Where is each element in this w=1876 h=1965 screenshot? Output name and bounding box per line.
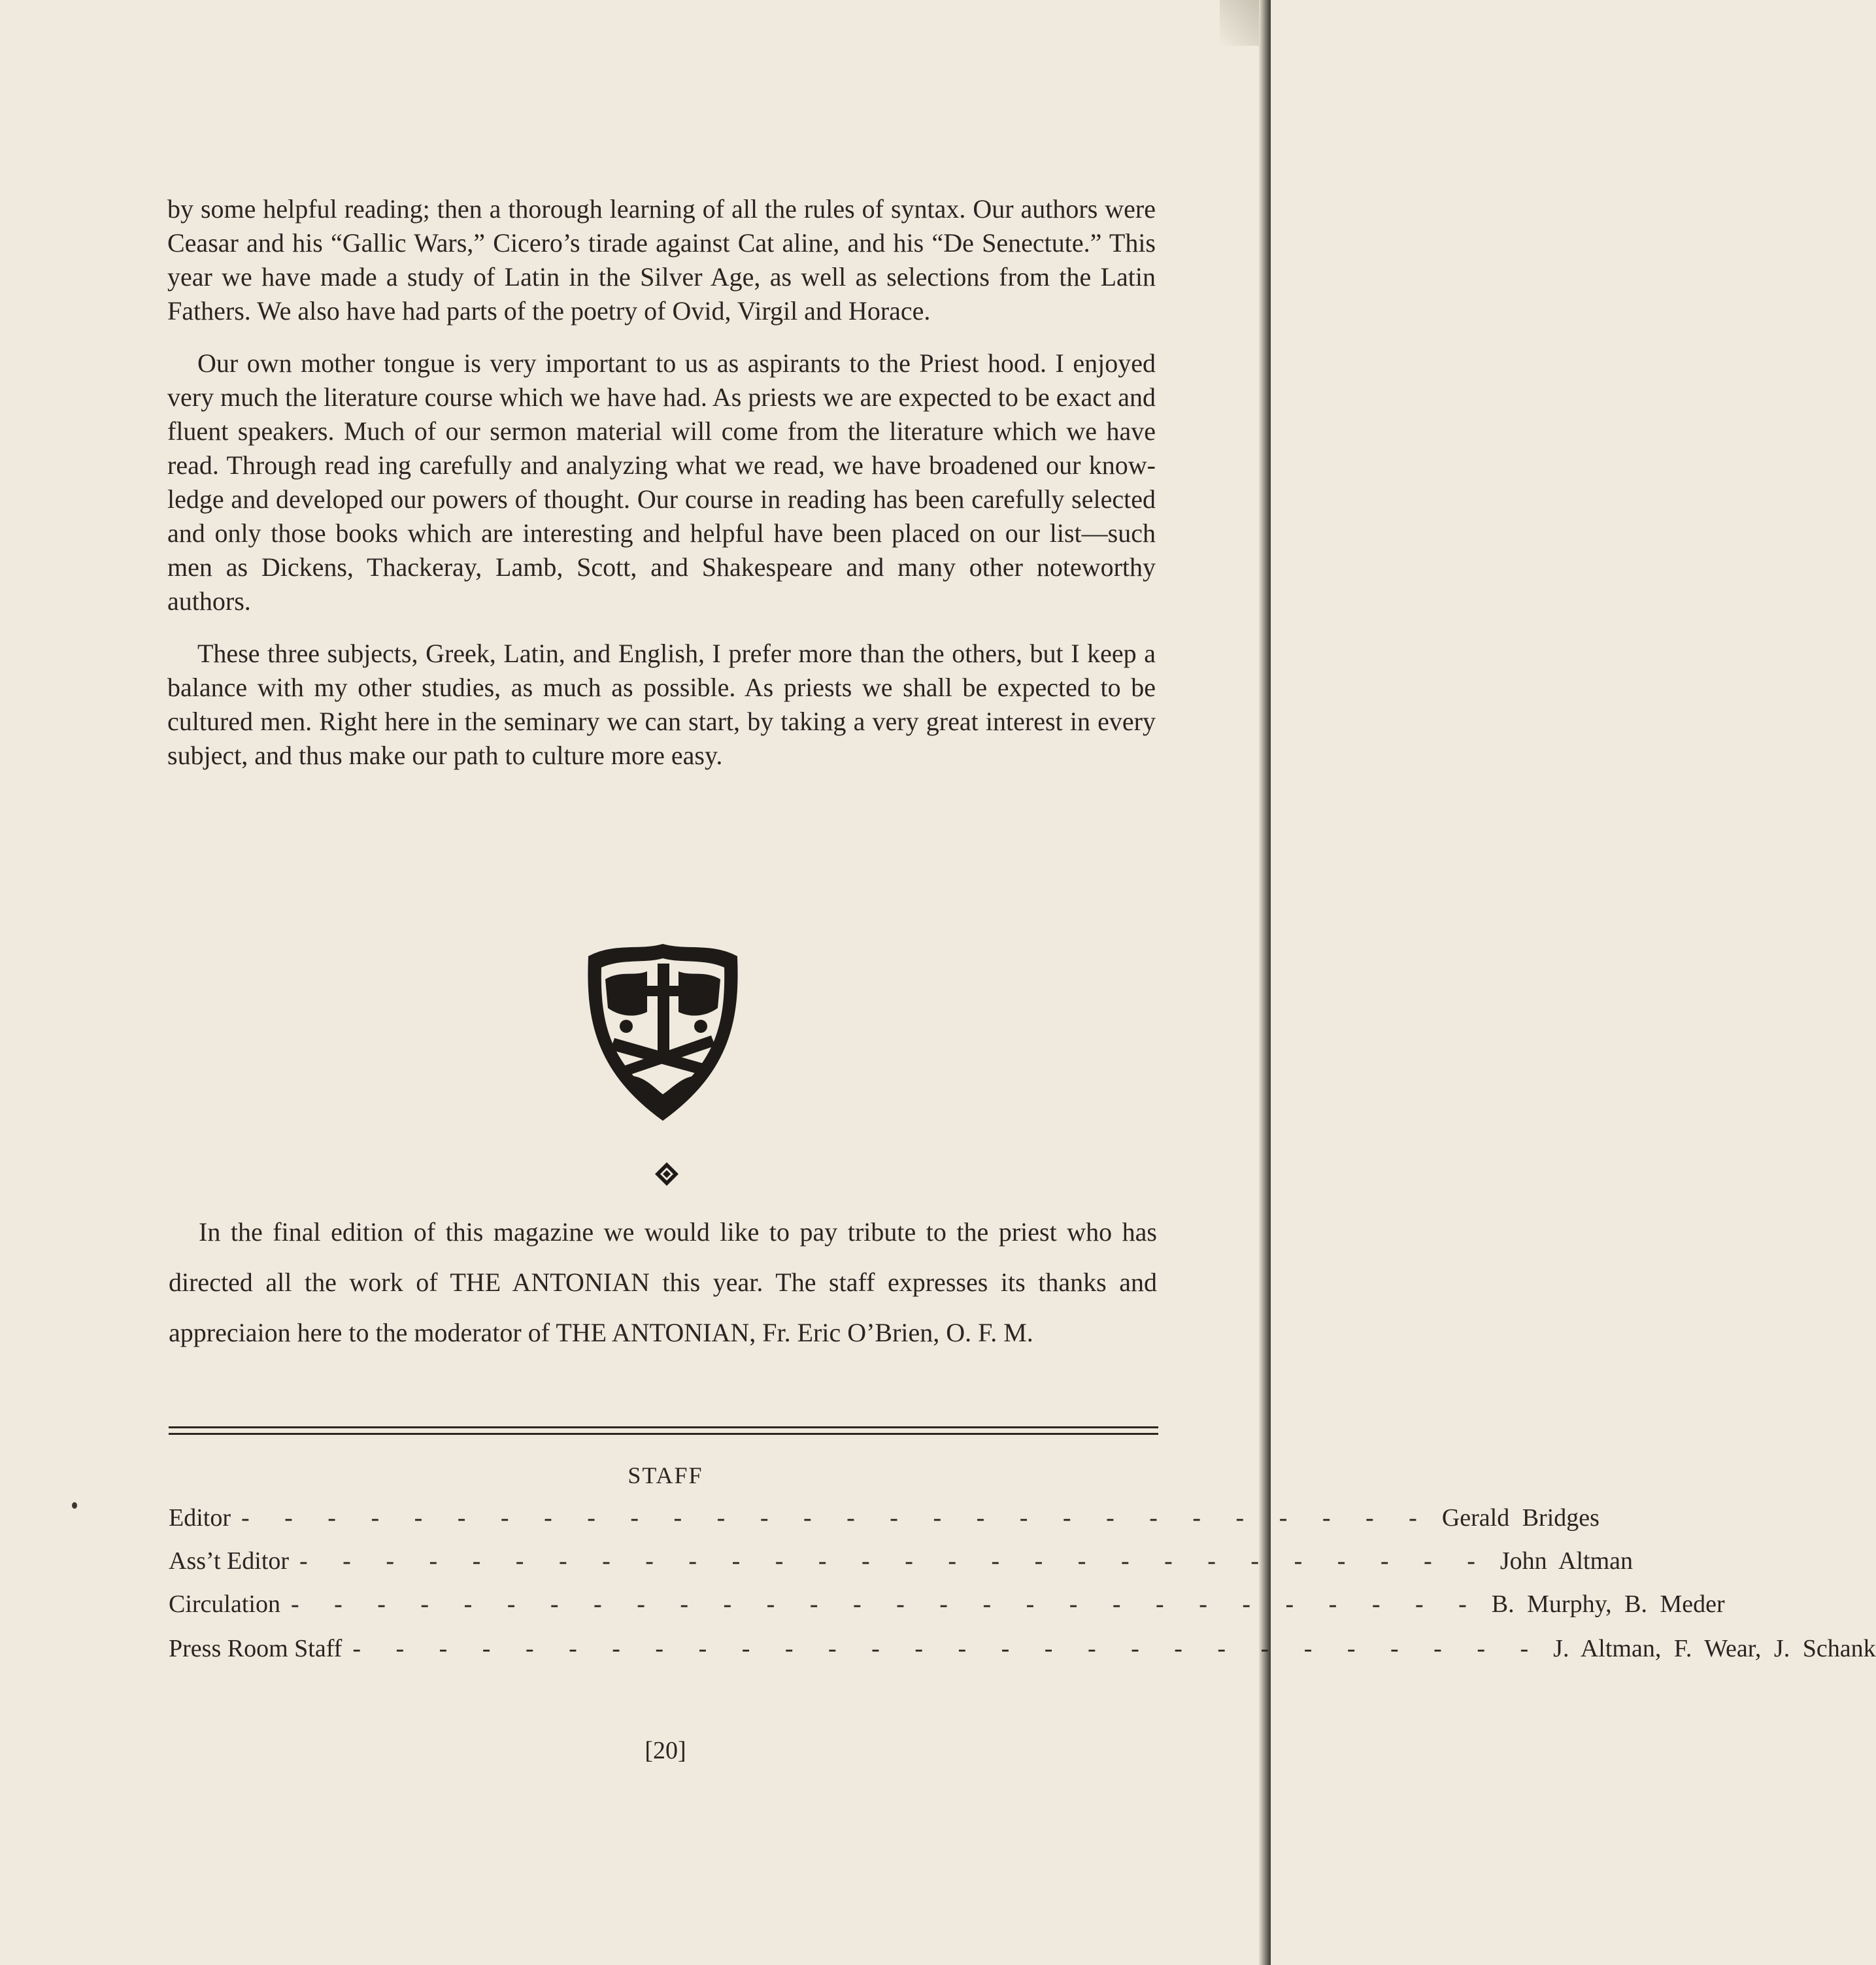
article-body xyxy=(167,192,1156,791)
staff-row-press-room xyxy=(169,1634,1876,1673)
staff-role: Editor xyxy=(169,1504,231,1532)
staff-heading: STAFF xyxy=(628,1462,703,1488)
page-corner-shadow xyxy=(1220,0,1259,46)
staff-role: Circulation xyxy=(169,1590,280,1618)
paragraph-latin: by some helpful reading; then a thorough learning of all the rules of syntax. Our authors were Ceasar and his “Gallic Wars,” Cicero’s tirade against Cat aline, and his “De Senectute.” This year we have made a study of Latin in the Silver Age, as well as selections from the Latin Fathers. We also have had parts of the poetry of Ovid, Virgil and Horace. xyxy=(167,194,1156,326)
page-edge-shadow xyxy=(1259,0,1271,1965)
staff-names: J. Altman, F. Wear, J. Schank xyxy=(1553,1635,1876,1662)
diamond-icon xyxy=(654,1161,680,1187)
staff-row-editor xyxy=(169,1503,1600,1543)
franciscan-crest-icon xyxy=(582,940,744,1123)
staff-role: Ass’t Editor xyxy=(169,1547,290,1575)
staff-names: John Altman xyxy=(1499,1547,1633,1575)
paragraph-balance: These three subjects, Greek, Latin, and English, I prefer more than the others, but I keep a balance with my other studies, as much as possible. As priests we shall be expected to be cultured men. Right here in the seminary we can start, by taking a very great interest in every subject, and thus make our path to culture more easy. xyxy=(167,639,1156,770)
staff-row-circulation xyxy=(169,1590,1725,1629)
dash-leader: - - - - - - - - - - - - - - - - - - - - - - - - - - - - xyxy=(241,1504,1432,1532)
staff-role: Press Room Staff xyxy=(169,1635,343,1662)
staff-names: Gerald Bridges xyxy=(1441,1504,1600,1532)
dash-leader: - - - - - - - - - - - - - - - - - - - - - - - - - - - - xyxy=(299,1547,1490,1575)
staff-names: B. Murphy, B. Meder xyxy=(1491,1590,1725,1618)
staff-row-asst-editor xyxy=(169,1547,1633,1586)
ink-speck xyxy=(72,1502,77,1509)
double-rule-bottom xyxy=(169,1433,1158,1435)
page-number: [20] xyxy=(645,1737,686,1764)
tribute-paragraph: In the final edition of this magazine we would like to pay tribute to the priest who has directed all the work of THE ANTONIAN this year. The staff expresses its thanks and appreciaion here to the moderator of THE ANTONIAN, Fr. Eric O’Brien, O. F. M. xyxy=(169,1217,1157,1347)
dash-leader: - - - - - - - - - - - - - - - - - - - - - - - - - - - - xyxy=(352,1635,1543,1662)
dash-leader: - - - - - - - - - - - - - - - - - - - - - - - - - - - - xyxy=(290,1590,1481,1618)
paragraph-english: Our own mother tongue is very important to us as aspirants to the Priest hood. I enjoyed very much the literature course which we have had. As priests we are expected to be exact and fluent speakers. Much of our sermon material will come from the literature which we have read. Through read ing carefully and analyzing what we read, we have broadened our know ledge and developed our powers of thought. Our course in reading has been carefully selected and only those books which are interesting and helpful have been placed on our list—such men as Dickens, Thackeray, Lamb, Scott, and Shakespeare and many other noteworthy authors. xyxy=(167,348,1156,616)
double-rule-top xyxy=(169,1426,1158,1428)
